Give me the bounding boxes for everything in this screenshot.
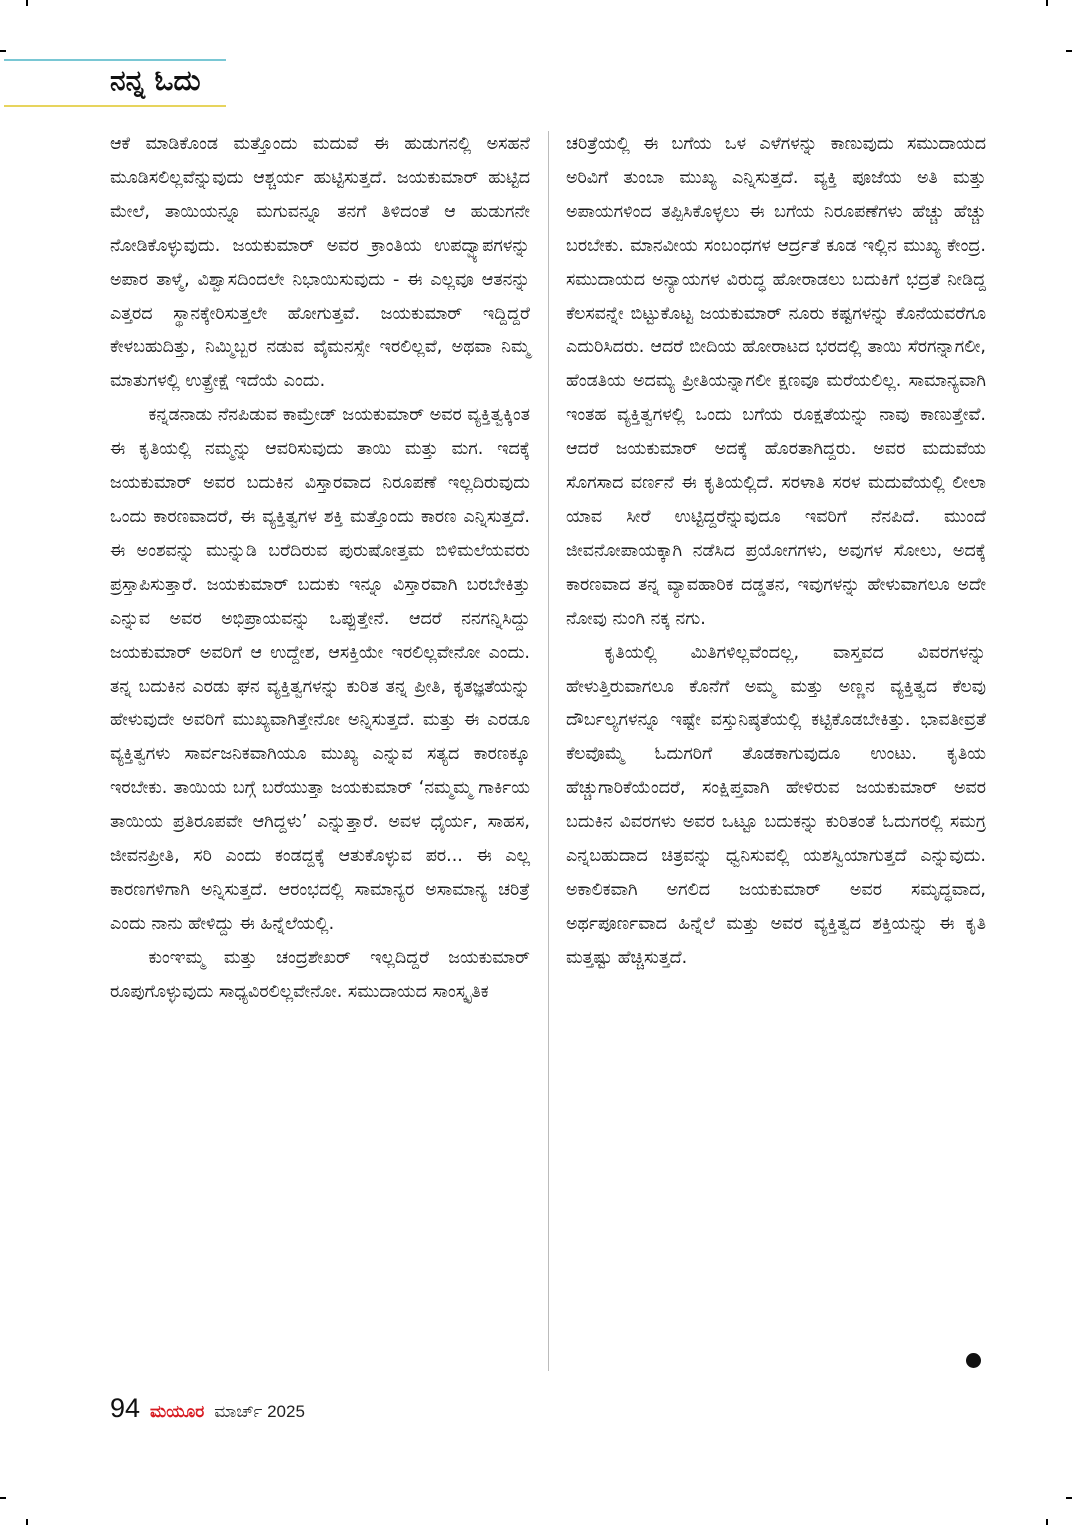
crop-mark xyxy=(1046,1519,1048,1525)
crop-mark xyxy=(1046,0,1048,6)
article-column-left xyxy=(110,128,530,1010)
section-title: ನನ್ನ ಓದು xyxy=(110,64,201,97)
article-paragraph: ಚರಿತ್ರೆಯಲ್ಲಿ ಈ ಬಗೆಯ ಒಳ ಎಳೆಗಳನ್ನು ಕಾಣುವುದು ಸಮುದಾಯದ ಅರಿವಿಗೆ ತುಂಬಾ ಮುಖ್ಯ ಎನ್ನಿಸುತ್ತದೆ. ವ್ಯಕ್ತಿ ಪೂಜೆಯ ಅತಿ ಮತ್ತು ಅಪಾಯಗಳಿಂದ ತಪ್ಪಿಸಿಕೊಳ್ಳಲು ಈ ಬಗೆಯ ನಿರೂಪಣೆಗಳು ಹೆಚ್ಚು ಹೆಚ್ಚು ಬರಬೇಕು. ಮಾನವೀಯ ಸಂಬಂಧಗಳ ಆರ್ದ್ರತೆ ಕೂಡ ಇಲ್ಲಿನ ಮುಖ್ಯ ಕೇಂದ್ರ. ಸಮುದಾಯದ ಅನ್ಯಾಯಗಳ ವಿರುದ್ಧ ಹೋರಾಡಲು ಬದುಕಿಗೆ ಭದ್ರತೆ ನೀಡಿದ್ದ ಕೆಲಸವನ್ನೇ ಬಿಟ್ಟುಕೊಟ್ಟ ಜಯಕುಮಾರ್ ನೂರು ಕಷ್ಟಗಳನ್ನು ಕೊನೆಯವರೆಗೂ ಎದುರಿಸಿದರು. ಆದರೆ ಬೀದಿಯ ಹೋರಾಟದ ಭರದಲ್ಲಿ ತಾಯಿ ಸೆರಗನ್ನಾಗಲೀ, ಹೆಂಡತಿಯ ಅದಮ್ಯ ಪ್ರೀತಿಯನ್ನಾಗಲೀ ಕ್ಷಣವೂ ಮರೆಯಲಿಲ್ಲ. ಸಾಮಾನ್ಯವಾಗಿ ಇಂತಹ ವ್ಯಕ್ತಿತ್ವಗಳಲ್ಲಿ ಒಂದು ಬಗೆಯ ರೂಕ್ಷತೆಯನ್ನು ನಾವು ಕಾಣುತ್ತೇವೆ. ಆದರೆ ಜಯಕುಮಾರ್ ಅದಕ್ಕೆ ಹೊರತಾಗಿದ್ದರು. ಅವರ ಮದುವೆಯ ಸೊಗಸಾದ ವರ್ಣನೆ ಈ ಕೃತಿಯಲ್ಲಿದೆ. ಸರಳಾತಿ ಸರಳ ಮದುವೆಯಲ್ಲಿ ಲೀಲಾ ಯಾವ ಸೀರೆ ಉಟ್ಟಿದ್ದರೆನ್ನುವುದೂ ಇವರಿಗೆ ನೆನಪಿದೆ. ಮುಂದೆ ಜೀವನೋಪಾಯಕ್ಕಾಗಿ ನಡೆಸಿದ ಪ್ರಯೋಗಗಳು, ಅವುಗಳ ಸೋಲು, ಅದಕ್ಕೆ ಕಾರಣವಾದ ತನ್ನ ವ್ಯಾವಹಾರಿಕ ದಡ್ಡತನ, ಇವುಗಳನ್ನು ಹೇಳುವಾಗಲೂ ಅದೇ ನೋವು ನುಂಗಿ ನಕ್ಕ ನಗು. xyxy=(566,134,986,629)
magazine-name: ಮಯೂರ xyxy=(150,1402,205,1422)
page-footer xyxy=(110,1393,305,1424)
crop-mark xyxy=(0,1497,6,1499)
article-paragraph: ಕುಂಞಮ್ಮ ಮತ್ತು ಚಂದ್ರಶೇಖರ್ ಇಲ್ಲದಿದ್ದರೆ ಜಯಕುಮಾರ್ ರೂಪುಗೊಳ್ಳುವುದು ಸಾಧ್ಯವಿರಲಿಲ್ಲವೇನೋ. ಸಮುದಾಯದ ಸಾಂಸ್ಕೃತಿಕ xyxy=(110,947,530,1002)
section-rule-top xyxy=(4,59,226,61)
article-paragraph: ಕೃತಿಯಲ್ಲಿ ಮಿತಿಗಳಿಲ್ಲವೆಂದಲ್ಲ, ವಾಸ್ತವದ ವಿವರಗಳನ್ನು ಹೇಳುತ್ತಿರುವಾಗಲೂ ಕೊನೆಗೆ ಅಮ್ಮ ಮತ್ತು ಅಣ್ಣನ ವ್ಯಕ್ತಿತ್ವದ ಕೆಲವು ದೌರ್ಬಲ್ಯಗಳನ್ನೂ ಇಷ್ಟೇ ವಸ್ತುನಿಷ್ಠತೆಯಲ್ಲಿ ಕಟ್ಟಿಕೊಡಬೇಕಿತ್ತು. ಭಾವತೀವ್ರತೆ ಕೆಲವೊಮ್ಮೆ ಓದುಗರಿಗೆ ತೊಡಕಾಗುವುದೂ ಉಂಟು. ಕೃತಿಯ ಹೆಚ್ಚುಗಾರಿಕೆಯೆಂದರೆ, ಸಂಕ್ಷಿಪ್ತವಾಗಿ ಹೇಳಿರುವ ಜಯಕುಮಾರ್ ಅವರ ಬದುಕಿನ ವಿವರಗಳು ಅವರ ಒಟ್ಟೂ ಬದುಕನ್ನು ಕುರಿತಂತೆ ಓದುಗರಲ್ಲಿ ಸಮಗ್ರ ಎನ್ನಬಹುದಾದ ಚಿತ್ರವನ್ನು ಧ್ವನಿಸುವಲ್ಲಿ ಯಶಸ್ವಿಯಾಗುತ್ತದೆ ಎನ್ನುವುದು. ಅಕಾಲಿಕವಾಗಿ ಅಗಲಿದ ಜಯಕುಮಾರ್ ಅವರ ಸಮೃದ್ಧವಾದ, ಅರ್ಥಪೂರ್ಣವಾದ ಹಿನ್ನೆಲೆ ಮತ್ತು ಅವರ ವ್ಯಕ್ತಿತ್ವದ ಶಕ್ತಿಯನ್ನು ಈ ಕೃತಿ ಮತ್ತಷ್ಟು ಹೆಚ್ಚಿಸುತ್ತದೆ. xyxy=(566,642,986,968)
column-divider xyxy=(548,131,549,1371)
article-paragraph: ಆಕೆ ಮಾಡಿಕೊಂಡ ಮತ್ತೊಂದು ಮದುವೆ ಈ ಹುಡುಗನಲ್ಲಿ ಅಸಹನೆ ಮೂಡಿಸಲಿಲ್ಲವೆನ್ನುವುದು ಆಶ್ಚರ್ಯ ಹುಟ್ಟಿಸುತ್ತದೆ. ಜಯಕುಮಾರ್ ಹುಟ್ಟಿದ ಮೇಲೆ, ತಾಯಿಯನ್ನೂ ಮಗುವನ್ನೂ ತನಗೆ ತಿಳಿದಂತೆ ಆ ಹುಡುಗನೇ ನೋಡಿಕೊಳ್ಳುವುದು. ಜಯಕುಮಾರ್ ಅವರ ಕ್ರಾಂತಿಯ ಉಪದ್ವ್ಯಾಪಗಳನ್ನು ಅಪಾರ ತಾಳ್ಮೆ, ವಿಶ್ವಾಸದಿಂದಲೇ ನಿಭಾಯಿಸುವುದು - ಈ ಎಲ್ಲವೂ ಆತನನ್ನು ಎತ್ತರದ ಸ್ಥಾನಕ್ಕೇರಿಸುತ್ತಲೇ ಹೋಗುತ್ತವೆ. ಜಯಕುಮಾರ್ ಇದ್ದಿದ್ದರೆ ಕೇಳಬಹುದಿತ್ತು, ನಿಮ್ಮಿಬ್ಬರ ನಡುವ ವೈಮನಸ್ಸೇ ಇರಲಿಲ್ಲವೆ, ಅಥವಾ ನಿಮ್ಮ ಮಾತುಗಳಲ್ಲಿ ಉತ್ಪ್ರೇಕ್ಷೆ ಇದೆಯೆ ಎಂದು. xyxy=(110,134,530,392)
issue-date: ಮಾರ್ಚ್ 2025 xyxy=(214,1402,305,1421)
article-column-right xyxy=(566,128,986,976)
crop-mark xyxy=(26,1519,28,1525)
section-rule-bottom xyxy=(4,105,226,107)
article-paragraph: ಕನ್ನಡನಾಡು ನೆನಪಿಡುವ ಕಾಮ್ರೇಡ್ ಜಯಕುಮಾರ್ ಅವರ ವ್ಯಕ್ತಿತ್ವಕ್ಕಿಂತ ಈ ಕೃತಿಯಲ್ಲಿ ನಮ್ಮನ್ನು ಆವರಿಸುವುದು ತಾಯಿ ಮತ್ತು ಮಗ. ಇದಕ್ಕೆ ಜಯಕುಮಾರ್ ಅವರ ಬದುಕಿನ ವಿಸ್ತಾರವಾದ ನಿರೂಪಣೆ ಇಲ್ಲದಿರುವುದು ಒಂದು ಕಾರಣವಾದರೆ, ಈ ವ್ಯಕ್ತಿತ್ವಗಳ ಶಕ್ತಿ ಮತ್ತೊಂದು ಕಾರಣ ಎನ್ನಿಸುತ್ತದೆ. ಈ ಅಂಶವನ್ನು ಮುನ್ನುಡಿ ಬರೆದಿರುವ ಪುರುಷೋತ್ತಮ ಬಿಳಿಮಲೆಯವರು ಪ್ರಸ್ತಾಪಿಸುತ್ತಾರೆ. ಜಯಕುಮಾರ್ ಬದುಕು ಇನ್ನೂ ವಿಸ್ತಾರವಾಗಿ ಬರಬೇಕಿತ್ತು ಎನ್ನುವ ಅವರ ಅಭಿಪ್ರಾಯವನ್ನು ಒಪ್ಪುತ್ತೇನೆ. ಆದರೆ ನನಗನ್ನಿಸಿದ್ದು ಜಯಕುಮಾರ್ ಅವರಿಗೆ ಆ ಉದ್ದೇಶ, ಆಸಕ್ತಿಯೇ ಇರಲಿಲ್ಲವೇನೋ ಎಂದು. ತನ್ನ ಬದುಕಿನ ಎರಡು ಘನ ವ್ಯಕ್ತಿತ್ವಗಳನ್ನು ಕುರಿತ ತನ್ನ ಪ್ರೀತಿ, ಕೃತಜ್ಞತೆಯನ್ನು ಹೇಳುವುದೇ ಅವರಿಗೆ ಮುಖ್ಯವಾಗಿತ್ತೇನೋ ಅನ್ನಿಸುತ್ತದೆ. ಮತ್ತು ಈ ಎರಡೂ ವ್ಯಕ್ತಿತ್ವಗಳು ಸಾರ್ವಜನಿಕವಾಗಿಯೂ ಮುಖ್ಯ ಎನ್ನುವ ಸತ್ಯದ ಕಾರಣಕ್ಕೂ ಇರಬೇಕು. ತಾಯಿಯ ಬಗ್ಗೆ ಬರೆಯುತ್ತಾ ಜಯಕುಮಾರ್ ‘ನಮ್ಮಮ್ಮ ಗಾರ್ಕಿಯ ತಾಯಿಯ ಪ್ರತಿರೂಪವೇ ಆಗಿದ್ದಳು’ ಎನ್ನುತ್ತಾರೆ. ಅವಳ ಧೈರ್ಯ, ಸಾಹಸ, ಜೀವನಪ್ರೀತಿ, ಸರಿ ಎಂದು ಕಂಡದ್ದಕ್ಕೆ ಆತುಕೊಳ್ಳುವ ಪರ... ಈ ಎಲ್ಲ ಕಾರಣಗಳಿಗಾಗಿ ಅನ್ನಿಸುತ್ತದೆ. ಆರಂಭದಲ್ಲಿ ಸಾಮಾನ್ಯರ ಅಸಾಮಾನ್ಯ ಚರಿತ್ರೆ ಎಂದು ನಾನು ಹೇಳಿದ್ದು ಈ ಹಿನ್ನೆಲೆಯಲ್ಲಿ. xyxy=(110,405,530,934)
end-of-article-bullet-icon xyxy=(966,1353,981,1368)
crop-mark xyxy=(26,0,28,6)
page-number: 94 xyxy=(110,1393,141,1423)
crop-mark xyxy=(1066,50,1072,52)
crop-mark xyxy=(1066,1497,1072,1499)
crop-mark xyxy=(0,50,6,52)
